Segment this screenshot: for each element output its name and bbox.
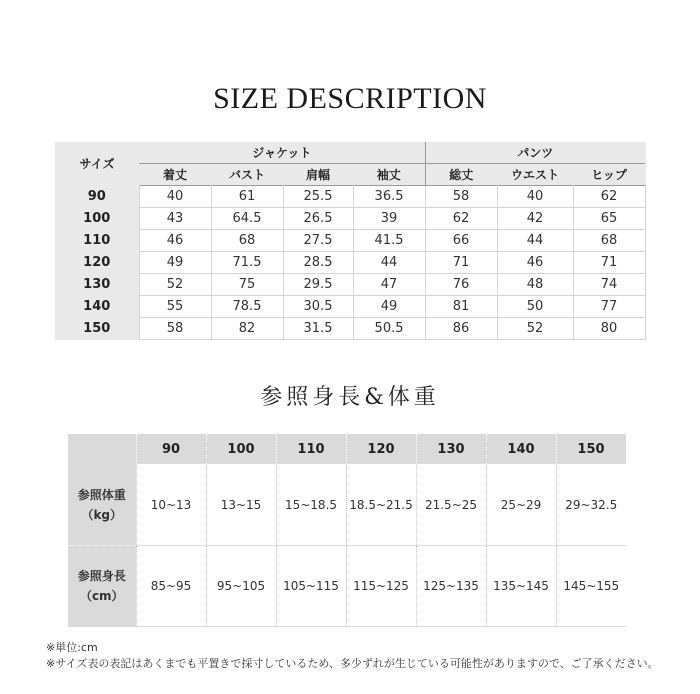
corner-cell	[68, 434, 136, 464]
measurement-cell: 71	[425, 252, 497, 274]
column-header: 袖丈	[376, 168, 401, 182]
measurement-cell: 48	[497, 274, 573, 296]
size-row	[55, 186, 645, 208]
measurement-cell: 55	[139, 296, 211, 318]
size-row	[55, 274, 645, 296]
measurement-cell: 25.5	[283, 186, 353, 208]
reference-size-header: 90	[136, 434, 206, 464]
size-label: 150	[83, 321, 111, 336]
measurement-cell: 68	[211, 230, 283, 252]
reference-title: 参照身長&体重	[260, 385, 440, 410]
measurement-cell: 52	[497, 318, 573, 340]
weight-value: 29~32.5	[556, 464, 626, 546]
measurement-cell: 49	[139, 252, 211, 274]
column-header: 総丈	[425, 164, 497, 186]
measurement-cell: 62	[425, 208, 497, 230]
weight-label: 参照体重	[77, 487, 126, 502]
size-header: サイズ	[79, 157, 115, 172]
weight-value: 25~29	[486, 464, 556, 546]
measurement-cell: 49	[353, 296, 425, 318]
height-value: 115~125	[346, 546, 416, 627]
measurement-cell: 52	[139, 274, 211, 296]
height-value: 145~155	[556, 546, 626, 627]
height-value: 125~135	[416, 546, 486, 627]
measurement-cell: 43	[139, 208, 211, 230]
measurement-cell: 50.5	[353, 318, 425, 340]
reference-size-header: 110	[276, 434, 346, 464]
pants-group-header: パンツ	[425, 142, 645, 164]
weight-unit: （kg）	[81, 507, 123, 522]
measurement-cell: 75	[211, 274, 283, 296]
measurement-cell: 46	[497, 252, 573, 274]
reference-size-header: 100	[206, 434, 276, 464]
measurement-cell: 47	[353, 274, 425, 296]
column-header: バスト	[228, 168, 265, 182]
measurement-cell: 41.5	[353, 230, 425, 252]
measurement-cell: 30.5	[283, 296, 353, 318]
measurement-cell: 71	[573, 252, 645, 274]
weight-value: 15~18.5	[276, 464, 346, 546]
notes	[46, 640, 659, 672]
measurement-cell: 62	[573, 186, 645, 208]
measurement-cell: 81	[425, 296, 497, 318]
size-row	[55, 230, 645, 252]
measurement-cell: 26.5	[283, 208, 353, 230]
measurement-cell: 71.5	[211, 252, 283, 274]
size-row	[55, 252, 645, 274]
page-title: SIZE DESCRIPTION	[213, 82, 487, 115]
measurement-cell: 50	[497, 296, 573, 318]
measurement-cell: 36.5	[353, 186, 425, 208]
height-value: 95~105	[206, 546, 276, 627]
size-row	[55, 296, 645, 318]
measurement-cell: 27.5	[283, 230, 353, 252]
unit-note: ※単位:cm	[46, 641, 98, 654]
measurement-cell: 64.5	[211, 208, 283, 230]
height-value: 85~95	[136, 546, 206, 627]
reference-size-header: 130	[416, 434, 486, 464]
reference-size-header: 120	[346, 434, 416, 464]
measurement-cell: 68	[573, 230, 645, 252]
measurement-cell: 44	[353, 252, 425, 274]
measurement-cell: 39	[353, 208, 425, 230]
measurement-cell: 77	[573, 296, 645, 318]
measurement-cell: 66	[425, 230, 497, 252]
measurement-cell: 58	[139, 318, 211, 340]
measurement-cell: 61	[211, 186, 283, 208]
measurement-cell: 31.5	[283, 318, 353, 340]
jacket-group-header: ジャケット	[139, 142, 425, 164]
size-row	[55, 208, 645, 230]
column-header: 肩幅	[305, 168, 330, 182]
weight-row-header	[68, 464, 136, 546]
measurement-cell: 80	[573, 318, 645, 340]
size-table	[55, 142, 646, 340]
measurement-cell: 44	[497, 230, 573, 252]
disclaimer-note: ※サイズ表の表記はあくまでも平置きで採寸しているため、多少ずれが生じている可能性がありますので、ご了承ください。	[46, 657, 659, 670]
measurement-cell: 40	[139, 186, 211, 208]
weight-value: 10~13	[136, 464, 206, 546]
size-label: 130	[83, 277, 111, 292]
measurement-cell: 82	[211, 318, 283, 340]
measurement-cell: 74	[573, 274, 645, 296]
height-label: 参照身長	[77, 569, 126, 584]
size-label: 140	[83, 299, 111, 314]
measurement-cell: 46	[139, 230, 211, 252]
measurement-cell: 78.5	[211, 296, 283, 318]
measurement-cell: 86	[425, 318, 497, 340]
reference-table	[68, 434, 627, 627]
size-row	[55, 318, 645, 340]
column-header: ウエスト	[511, 168, 560, 182]
height-row-header	[68, 546, 136, 627]
column-header: 着丈	[162, 168, 187, 182]
measurement-cell: 58	[425, 186, 497, 208]
size-label: 100	[83, 211, 111, 226]
height-value: 135~145	[486, 546, 556, 627]
measurement-cell: 65	[573, 208, 645, 230]
size-label: 90	[87, 189, 106, 204]
size-label: 110	[83, 233, 111, 248]
measurement-cell: 29.5	[283, 274, 353, 296]
measurement-cell: 76	[425, 274, 497, 296]
height-value: 105~115	[276, 546, 346, 627]
size-label: 120	[83, 255, 111, 270]
weight-value: 13~15	[206, 464, 276, 546]
measurement-cell: 28.5	[283, 252, 353, 274]
measurement-cell: 40	[497, 186, 573, 208]
column-header: ヒップ	[591, 168, 627, 182]
height-unit: （cm）	[79, 589, 124, 604]
weight-value: 21.5~25	[416, 464, 486, 546]
weight-value: 18.5~21.5	[346, 464, 416, 546]
measurement-cell: 42	[497, 208, 573, 230]
reference-size-header: 140	[486, 434, 556, 464]
reference-size-header: 150	[556, 434, 626, 464]
